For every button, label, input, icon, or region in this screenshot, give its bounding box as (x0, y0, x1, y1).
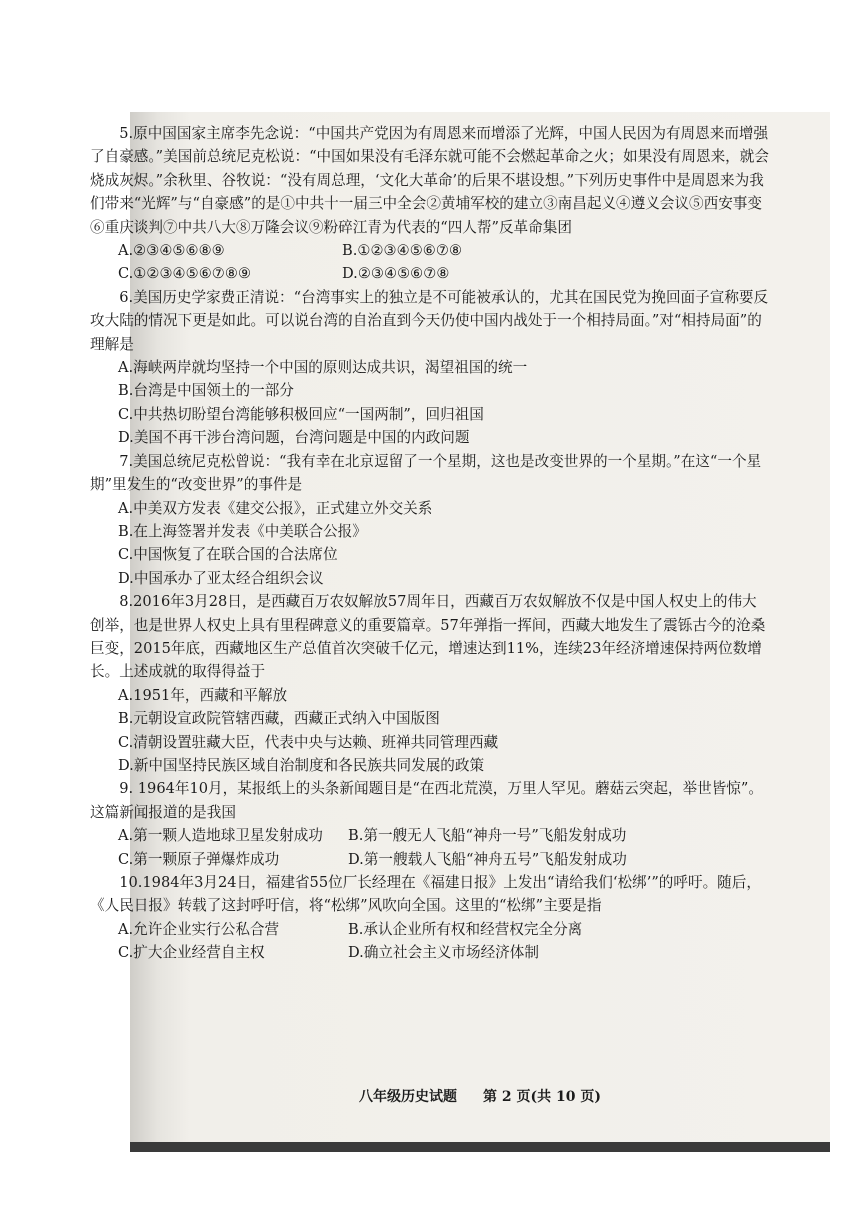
option-d: D.中国承办了亚太经合组织会议 (118, 569, 324, 587)
option-c: C.扩大企业经营自主权 (118, 944, 265, 962)
option-c: C.清朝设置驻藏大臣，代表中央与达赖、班禅共同管理西藏 (118, 733, 499, 751)
question-stem: 9. 1964年10月，某报纸上的头条新闻题目是“在西北荒漠，万里人罕见。蘑菇云突起，举世皆惊”。这篇新闻报道的是我国 (90, 780, 763, 821)
question-9 (90, 777, 770, 871)
exam-title: 八年级历史试题 (359, 1089, 458, 1105)
option-b: B.元朝设宣政院管辖西藏，西藏正式纳入中国版图 (118, 710, 440, 728)
option-a: A.1951年，西藏和平解放 (118, 686, 288, 704)
option-d: D.美国不再干涉台湾问题，台湾问题是中国的内政问题 (118, 429, 470, 447)
option-a: A.第一颗人造地球卫星发射成功 (118, 827, 323, 845)
option-b: B.承认企业所有权和经营权完全分离 (348, 920, 583, 938)
option-c: C.第一颗原子弹爆炸成功 (118, 850, 280, 868)
options-row (90, 239, 770, 262)
option-c: C.中共热切盼望台湾能够积极回应“一国两制”，回归祖国 (118, 405, 484, 423)
question-5 (90, 122, 770, 286)
question-stem: 10.1984年3月24日，福建省55位厂长经理在《福建日报》上发出“请给我们‘松绑’”的呼吁。随后，《人民日报》转载了这封呼吁信，将“松绑”风吹向全国。这里的“松绑”主要是指 (90, 874, 761, 915)
question-8 (90, 590, 770, 777)
option-c: C.中国恢复了在联合国的合法席位 (118, 546, 338, 564)
option-a: A.海峡两岸就均坚持一个中国的原则达成共识，渴望祖国的统一 (118, 359, 528, 377)
question-stem: 7.美国总统尼克松曾说：“我有幸在北京逗留了一个星期，这也是改变世界的一个星期。”在这“一个星期”里发生的“改变世界”的事件是 (90, 452, 762, 494)
options-row (90, 848, 770, 871)
options-row (90, 941, 770, 964)
question-10 (90, 871, 770, 965)
option-d: D.新中国坚持民族区域自治制度和各民族共同发展的政策 (118, 756, 485, 774)
option-a: A.中美双方发表《建交公报》，正式建立外交关系 (118, 499, 433, 517)
option-b: B.在上海签署并发表《中美联合公报》 (118, 522, 367, 540)
question-6 (90, 286, 770, 450)
options-row (90, 918, 770, 941)
question-stem: 6.美国历史学家费正清说：“台湾事实上的独立是不可能被承认的，尤其在国民党为挽回面子宣称要反攻大陆的情况下更是如此。可以说台湾的自治直到今天仍使中国内战处于一个相持局面。”对“相持局面”的理解是 (90, 288, 769, 353)
option-a: A.②③④⑤⑥⑧⑨ (118, 242, 225, 260)
option-b: B.第一艘无人飞船“神舟一号”飞船发射成功 (348, 827, 627, 845)
page-number: 第 2 页(共 10 页) (483, 1089, 601, 1105)
option-d: D.确立社会主义市场经济体制 (348, 944, 539, 962)
options-row (90, 262, 770, 285)
page-footer (130, 1086, 830, 1106)
question-stem: 5.原中国国家主席李先念说：“中国共产党因为有周恩来而增添了光辉，中国人民因为有周恩来而增强了自豪感。”美国前总统尼克松说：“中国如果没有毛泽东就可能不会燃起革命之火；如果没有周恩来，就会烧成灰烬。”余秋里、谷牧说：“没有周总理，‘文化大革命’的后果不堪设想。”下列历史事件中是周恩来为我们带来“光辉”与“自豪感”的是①中共十一届三中全会②黄埔军校的建立③南昌起义④遵义会议⑤西安事变⑥重庆谈判⑦中共八大⑧万隆会议⑨粉碎江青为代表的“四人帮”反革命集团 (90, 125, 769, 236)
option-c: C.①②③④⑤⑥⑦⑧⑨ (118, 265, 252, 283)
question-7 (90, 450, 770, 590)
option-b: B.台湾是中国领土的一部分 (118, 382, 294, 400)
option-d: D.第一艘载人飞船“神舟五号”飞船发射成功 (348, 850, 627, 868)
question-block (90, 122, 770, 965)
question-stem: 8.2016年3月28日，是西藏百万农奴解放57周年日，西藏百万农奴解放不仅是中国人权史上的伟大创举，也是世界人权史上具有里程碑意义的重要篇章。57年弹指一挥间，西藏大地发生了震铄古今的沧桑巨变，2015年底，西藏地区生产总值首次突破千亿元，增速达到11%，连续23年经济增速保持两位数增长。上述成就的取得得益于 (90, 593, 766, 681)
option-b: B.①②③④⑤⑥⑦⑧ (342, 242, 463, 260)
option-d: D.②③④⑤⑥⑦⑧ (342, 265, 450, 283)
options-row (90, 824, 770, 847)
option-a: A.允许企业实行公私合营 (118, 920, 280, 938)
